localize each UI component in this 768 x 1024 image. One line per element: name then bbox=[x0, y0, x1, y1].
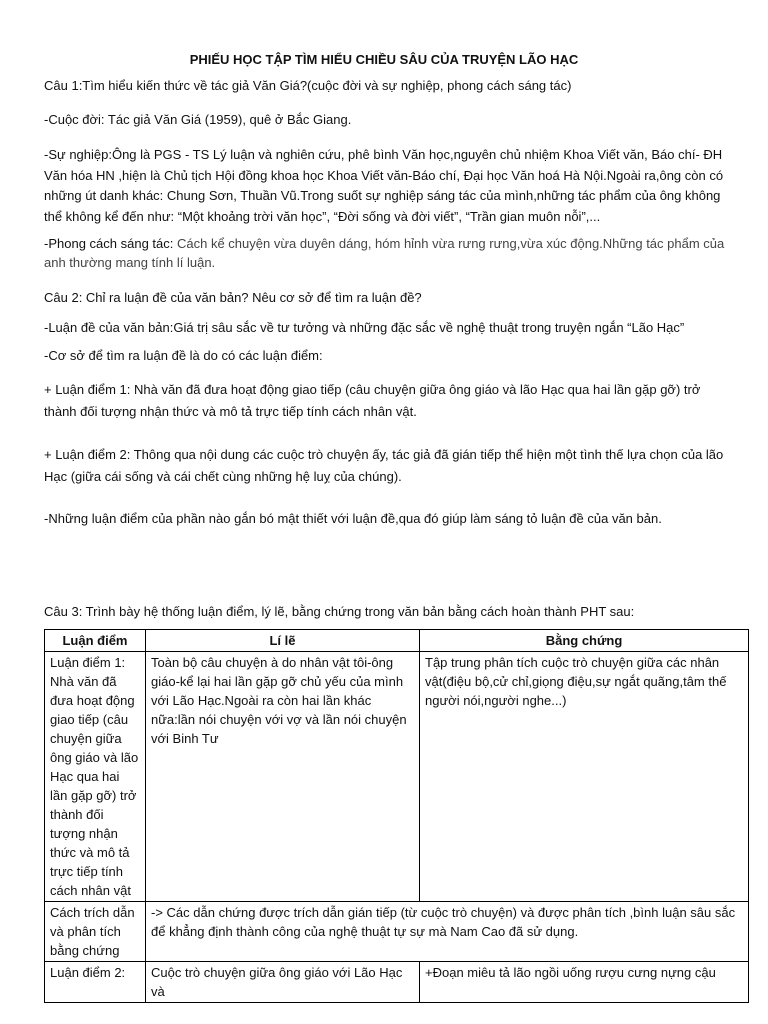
writing-style bbox=[44, 234, 734, 272]
table-row bbox=[45, 902, 749, 962]
argument-point-2: + Luận điểm 2: Thông qua nội dung các cuộc trò chuyện ấy, tác giả đã gián tiếp thể hiện một tình thế lựa chọn của lão Hạc (giữa cái sống và cái chết cùng những hệ luỵ của chúng). bbox=[44, 447, 724, 484]
cell-evidence: +Đoạn miêu tả lão ngồi uống rượu cưng nựng cậu bbox=[420, 962, 749, 1003]
header-argument: Luận điểm bbox=[45, 630, 146, 652]
cell-evidence: Tập trung phân tích cuộc trò chuyện giữa các nhân vật(điệu bộ,cử chỉ,giọng điệu,sự ngắt quãng,tâm thế người nói,người nghe...) bbox=[420, 652, 749, 902]
cell-argument: Cách trích dẫn và phân tích bằng chứng bbox=[45, 902, 146, 962]
cell-reasoning-merged: -> Các dẫn chứng được trích dẫn gián tiếp (từ cuộc trò chuyện) và được phân tích ,bình luận sâu sắc để khẳng định thành công của nghệ thuật tự sự mà Nam Cao đã sử dụng. bbox=[146, 902, 749, 962]
argument-table bbox=[44, 629, 749, 1003]
question-3: Câu 3: Trình bày hệ thống luận điểm, lý lẽ, bằng chứng trong văn bản bằng cách hoàn thành PHT sau: bbox=[44, 604, 635, 619]
header-evidence: Bằng chứng bbox=[420, 630, 749, 652]
question-1: Câu 1:Tìm hiểu kiến thức về tác giả Văn Giá?(cuộc đời và sự nghiệp, phong cách sáng tác) bbox=[44, 78, 572, 93]
author-life: -Cuộc đời: Tác giả Văn Giá (1959), quê ở Bắc Giang. bbox=[44, 112, 352, 127]
table-row bbox=[45, 652, 749, 902]
cell-argument: Luận điểm 2: bbox=[45, 962, 146, 1003]
argument-point-1: + Luận điểm 1: Nhà văn đã đưa hoạt động giao tiếp (câu chuyện giữa ông giáo và lão Hạc qua hai lần gặp gỡ) trở thành đối tượng nhận thức và mô tả trực tiếp tính cách nhân vật. bbox=[44, 382, 701, 419]
author-career: -Sự nghiệp:Ông là PGS - TS Lý luận và nghiên cứu, phê bình Văn học,nguyên chủ nhiệm Khoa Viết văn, Báo chí- ĐH Văn hóa HN ,hiện là Chủ tịch Hội đồng khoa học Khoa Viết văn-Báo chí, Đại học Văn hoá Hà Nội.Ngoài ra,ông còn có những út danh khác: Chung Sơn, Thuần Vũ.Trong suốt sự nghiệp sáng tác của mình,những tác phẩm của ông không thể không kể đến như: “Một khoảng trời văn học”, “Đời sống và đời viết”, “Trần gian muôn nỗi”,... bbox=[44, 147, 724, 224]
thesis-statement: -Luận đề của văn bản:Giá trị sâu sắc về tư tưởng và những đặc sắc về nghệ thuật trong truyện ngắn “Lão Hạc” bbox=[44, 320, 685, 335]
cell-argument: Luận điểm 1: Nhà văn đã đưa hoạt động giao tiếp (câu chuyện giữa ông giáo và lão Hạc qua hai lần gặp gỡ) trở thành đối tượng nhận thức và mô tả trực tiếp tính cách nhân vật bbox=[45, 652, 146, 902]
cell-reasoning: Cuộc trò chuyện giữa ông giáo với Lão Hạc và bbox=[146, 962, 420, 1003]
header-reasoning: Lí lẽ bbox=[146, 630, 420, 652]
table-row bbox=[45, 962, 749, 1003]
writing-style-text: Cách kể chuyện vừa duyên dáng, hóm hỉnh vừa rưng rưng,vừa xúc động.Những tác phẩm của anh thường mang tính lí luận. bbox=[44, 236, 725, 270]
page-title: PHIẾU HỌC TẬP TÌM HIỂU CHIỀU SÂU CỦA TRUYỆN LÃO HẠC bbox=[189, 52, 579, 67]
thesis-basis: -Cơ sở để tìm ra luận đề là do có các luận điểm: bbox=[44, 348, 323, 363]
table-header-row bbox=[45, 630, 749, 652]
writing-style-label: -Phong cách sáng tác: bbox=[44, 236, 177, 251]
question-2: Câu 2: Chỉ ra luận đề của văn bản? Nêu cơ sở để tìm ra luận đề? bbox=[44, 290, 422, 305]
points-conclusion: -Những luận điểm của phần nào gắn bó mật thiết với luận đề,qua đó giúp làm sáng tỏ luận đề của văn bản. bbox=[44, 511, 662, 526]
cell-reasoning: Toàn bộ câu chuyện à do nhân vật tôi-ông giáo-kể lại hai lần gặp gỡ chủ yếu của mình với Lão Hạc.Ngoài ra còn hai lần khác nữa:lần nói chuyện với vợ và lần nói chuyện với Binh Tư bbox=[146, 652, 420, 902]
